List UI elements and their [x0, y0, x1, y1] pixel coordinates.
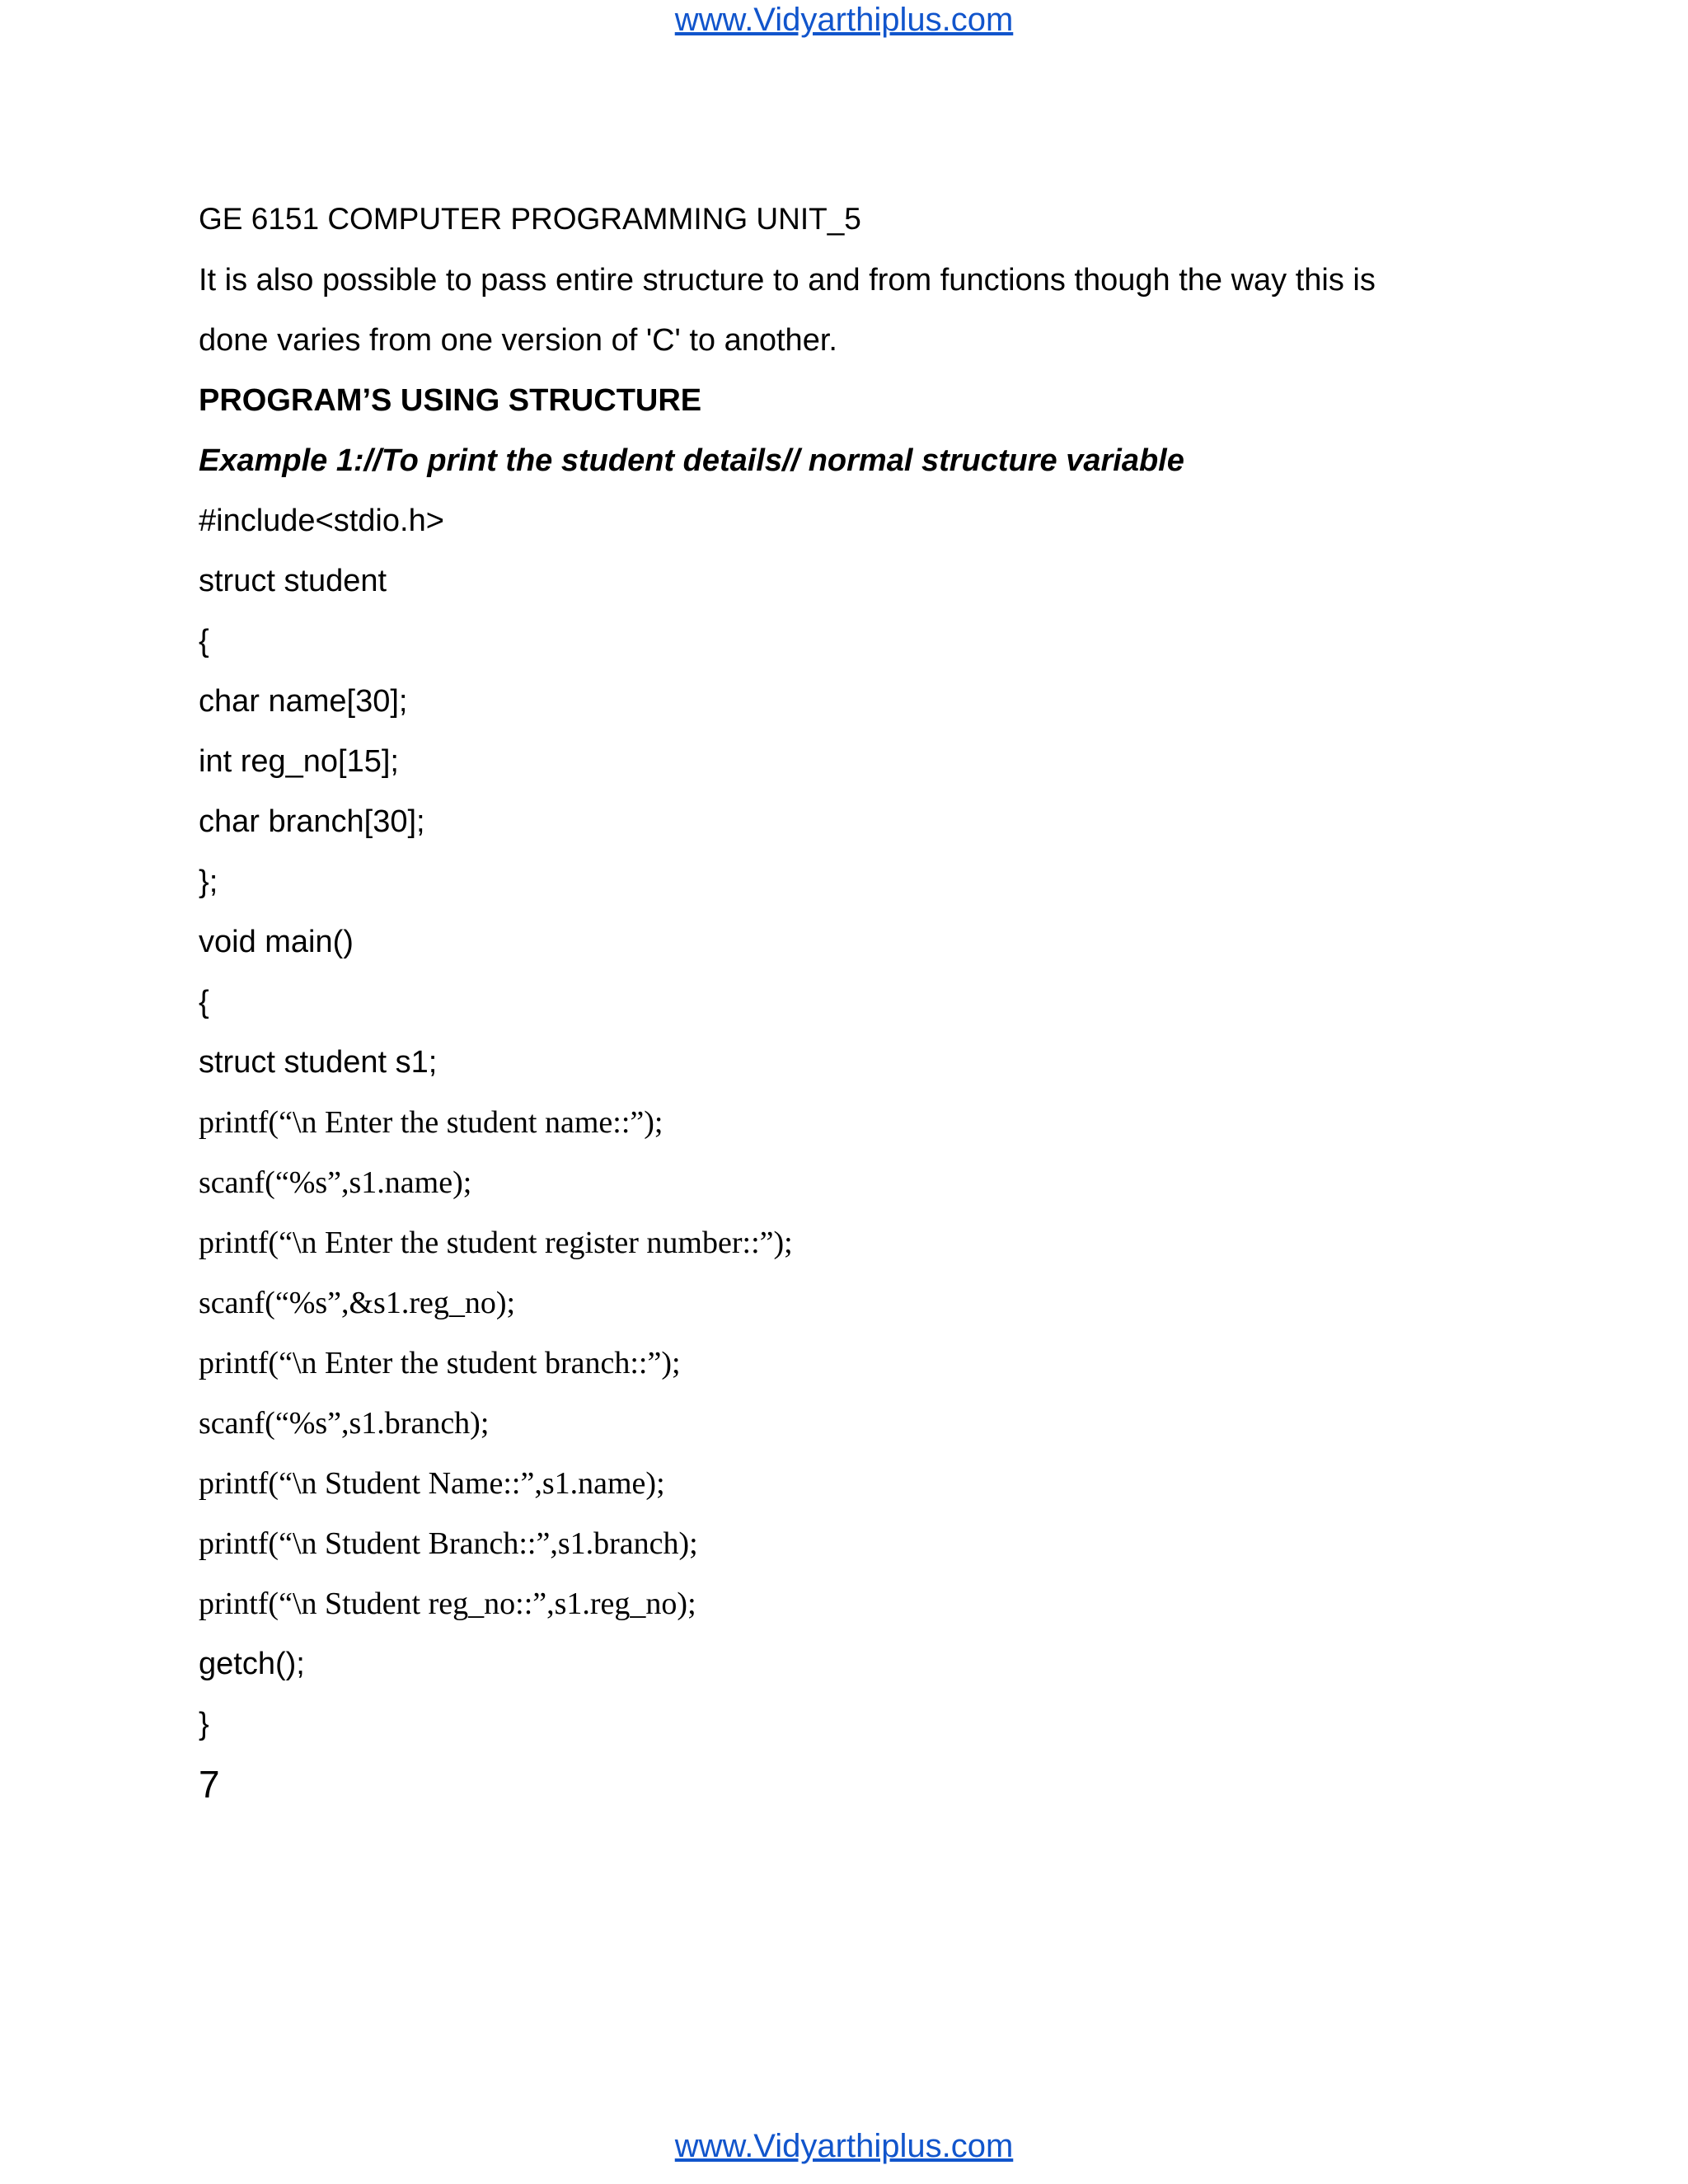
code-line: {	[199, 985, 209, 1019]
code-line: printf(“\n Enter the student name::”);	[199, 1105, 663, 1140]
code-line: scanf(“%s”,&s1.reg_no);	[199, 1286, 516, 1320]
intro-text-line-1: It is also possible to pass entire structure to and from functions though the way this is	[199, 263, 1376, 298]
code-line: printf(“\n Enter the student register number::”);	[199, 1226, 793, 1260]
site-link-footer[interactable]: www.Vidyarthiplus.com	[674, 2128, 1014, 2164]
code-line: scanf(“%s”,s1.branch);	[199, 1406, 490, 1441]
code-line: char branch[30];	[199, 804, 425, 839]
code-line: struct student	[199, 564, 387, 598]
code-line: scanf(“%s”,s1.name);	[199, 1165, 472, 1200]
code-line: printf(“\n Enter the student branch::”);	[199, 1346, 681, 1380]
code-line: printf(“\n Student Name::”,s1.name);	[199, 1466, 665, 1501]
code-line: struct student s1;	[199, 1045, 438, 1080]
code-line: int reg_no[15];	[199, 744, 399, 779]
code-block	[199, 491, 1517, 1755]
page-number: 7	[199, 1763, 220, 1806]
intro-text-line-2: done varies from one version of 'C' to another.	[199, 323, 837, 358]
code-line: printf(“\n Student Branch::”,s1.branch);	[199, 1526, 698, 1561]
code-line: getch();	[199, 1647, 305, 1681]
running-header: GE 6151 COMPUTER PROGRAMMING UNIT_5	[199, 202, 861, 236]
site-link-header[interactable]: www.Vidyarthiplus.com	[674, 2, 1014, 38]
code-line: };	[199, 865, 218, 899]
example-heading: Example 1://To print the student details// normal structure variable	[199, 443, 1184, 478]
code-line: void main()	[199, 925, 354, 959]
code-line: printf(“\n Student reg_no::”,s1.reg_no);	[199, 1586, 696, 1621]
code-line: #include<stdio.h>	[199, 504, 444, 538]
code-line: {	[199, 624, 209, 658]
code-line: char name[30];	[199, 684, 408, 719]
code-line: }	[199, 1707, 209, 1741]
section-heading: PROGRAM’S USING STRUCTURE	[199, 383, 702, 418]
page-content	[199, 198, 1517, 1815]
